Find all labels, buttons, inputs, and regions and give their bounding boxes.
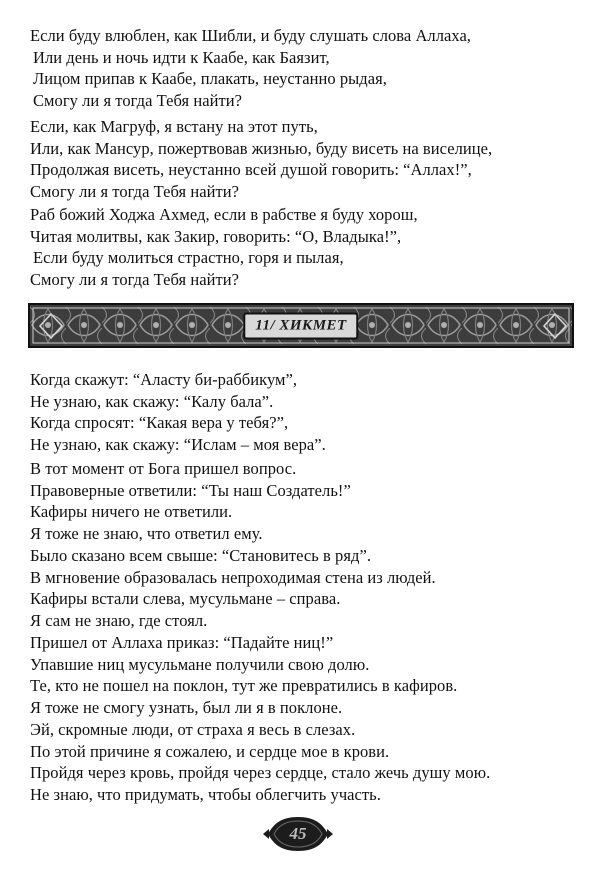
verse-line: Я сам не знаю, где стоял. bbox=[30, 610, 208, 630]
stanza-bottom-5 bbox=[30, 719, 575, 805]
verse-line: Если буду влюблен, как Шибли, и буду слушать слова Аллаха, bbox=[30, 26, 471, 45]
page-number-ornament bbox=[262, 815, 334, 853]
verse-line: Эй, скромные люди, от страха я весь в слезах. bbox=[30, 720, 356, 739]
verse-line: В мгновение образовалась непроходимая стена из людей. bbox=[30, 567, 436, 587]
stanza-top-1 bbox=[30, 25, 575, 111]
page-number: 45 bbox=[289, 824, 307, 843]
stanza-bottom-2 bbox=[30, 458, 575, 544]
verse-line: Когда скажут: “Аласту би-раббикум”, bbox=[30, 370, 298, 389]
section-banner bbox=[28, 303, 574, 348]
verse-line: Те, кто не пошел на поклон, тут же превратились в кафиров. bbox=[30, 676, 458, 695]
verse-line: Раб божий Ходжа Ахмед, если в рабстве я буду хорош, bbox=[30, 205, 418, 224]
verse-line: Правоверные ответили: “Ты наш Создатель!” bbox=[30, 480, 351, 500]
verse-line: Не знаю, что придумать, чтобы облегчить участь. bbox=[30, 784, 381, 804]
verse-line: Кафиры встали слева, мусульмане – справа. bbox=[30, 589, 341, 608]
verse-line: Я тоже не знаю, что ответил ему. bbox=[30, 523, 263, 543]
verse-line: Не узнаю, как скажу: “Ислам – моя вера”. bbox=[30, 434, 326, 454]
verse-line: Если буду молиться страстно, горя и пылая, bbox=[33, 248, 344, 267]
verse-line: В тот момент от Бога пришел вопрос. bbox=[30, 459, 297, 478]
verse-line: Смогу ли я тогда Тебя найти? bbox=[30, 181, 239, 201]
verse-line: Или, как Мансур, пожертвовав жизнью, буду висеть на виселице, bbox=[30, 138, 493, 158]
verse-line: Пришел от Аллаха приказ: “Падайте ниц!” bbox=[30, 633, 334, 652]
verse-line: Упавшие ниц мусульмане получили свою долю. bbox=[30, 654, 370, 674]
verse-line: Не узнаю, как скажу: “Калу бала”. bbox=[30, 391, 274, 411]
stanza-bottom-3 bbox=[30, 545, 575, 631]
verse-line: Если, как Магруф, я встану на этот путь, bbox=[30, 117, 318, 136]
verse-line: Смогу ли я тогда Тебя найти? bbox=[33, 90, 242, 110]
section-title: 11/ ХИКМЕТ bbox=[243, 312, 358, 339]
verse-line: Смогу ли я тогда Тебя найти? bbox=[30, 269, 239, 289]
stanza-bottom-4 bbox=[30, 632, 575, 718]
verse-line: Продолжая висеть, неустанно всей душой говорить: “Аллах!”, bbox=[30, 160, 472, 179]
verse-line: Читая молитвы, как Закир, говорить: “О, Владыка!”, bbox=[30, 226, 402, 246]
verse-line: Лицом припав к Каабе, плакать, неустанно рыдая, bbox=[33, 69, 387, 88]
verse-line: Было сказано всем свыше: “Становитесь в ряд”. bbox=[30, 546, 371, 565]
stanza-top-2 bbox=[30, 116, 575, 202]
stanza-bottom-1 bbox=[30, 369, 575, 455]
verse-line: По этой причине я сожалею, и сердце мое в крови. bbox=[30, 741, 390, 761]
stanza-top-3 bbox=[30, 204, 575, 290]
verse-line: Пройдя через кровь, пройдя через сердце, стало жечь душу мою. bbox=[30, 763, 491, 782]
verse-line: Я тоже не смогу узнать, был ли я в поклоне. bbox=[30, 697, 343, 717]
verse-line: Кафиры ничего не ответили. bbox=[30, 502, 233, 521]
verse-line: Или день и ночь идти к Каабе, как Баязит, bbox=[33, 47, 330, 67]
verse-line: Когда спросят: “Какая вера у тебя?”, bbox=[30, 413, 289, 432]
